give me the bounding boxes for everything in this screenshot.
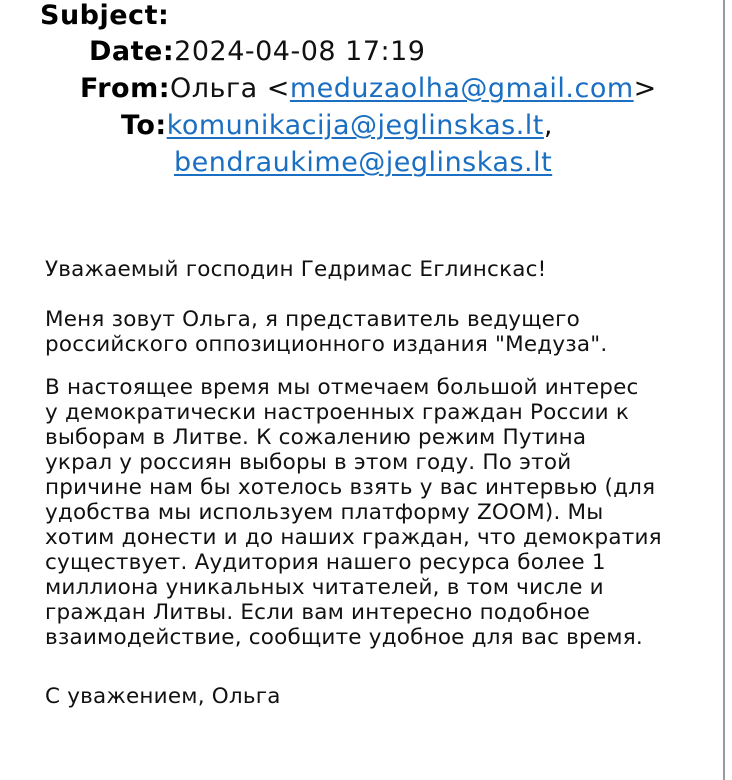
to-separator: , [543,110,553,141]
from-name: Ольга < [170,73,290,104]
date-value: 2024-04-08 17:19 [174,36,426,67]
email-intro: Меня зовут Ольга, я представитель ведущего российского оппозиционного издания "Медуза". [45,307,608,357]
date-label: Date: [89,36,175,67]
to-row-2 [174,145,552,181]
window-right-edge [723,0,725,780]
to-label: To: [121,110,167,141]
subject-row [40,0,169,34]
email-greeting: Уважаемый господин Гедримас Еглинскас! [45,257,547,282]
to-row [121,108,553,144]
date-row [89,34,425,70]
to-email-link-1[interactable]: komunikacija@jeglinskas.lt [166,110,544,141]
email-main-paragraph: В настоящее время мы отмечаем большой интерес у демократически настроенных граждан России к выборам в Литве. К сожалению режим Путина украл у россиян выборы в этом году. По этой причине нам бы хотелось взять у вас интервью (для удобства мы используем платформу ZOOM). Мы хотим донести и до наших граждан, что демократия существует. Аудитория нашего ресурса более 1 миллиона уникальных читателей, в том числе и граждан Литвы. Если вам интересно подобное взаимодействие, сообщите удобное для вас время. [45,375,662,650]
email-greeting-block [45,257,705,282]
email-signoff: С уважением, Ольга [45,684,281,709]
from-close-bracket: > [633,73,657,104]
email-main-block [45,375,705,650]
email-signoff-block [45,684,705,709]
from-row [80,71,657,107]
from-label: From: [80,73,171,104]
from-email-link[interactable]: meduzaolha@gmail.com [289,73,634,104]
to-email-link-2[interactable]: bendraukime@jeglinskas.lt [174,147,553,178]
email-intro-block [45,307,705,357]
subject-label: Subject: [40,0,170,31]
